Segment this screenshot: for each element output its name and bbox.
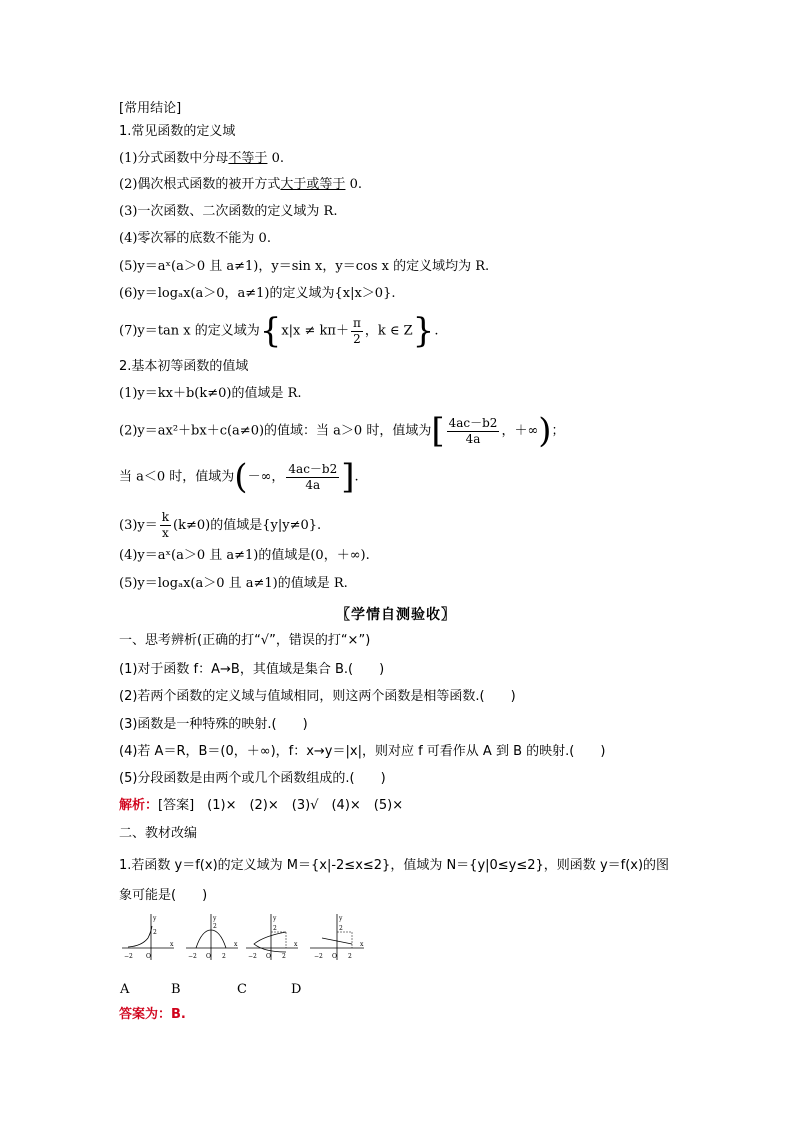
range-item-4: (4)y＝aˣ(a＞0 且 a≠1)的值域是(0，＋∞). — [119, 548, 370, 563]
graph-a — [120, 912, 176, 964]
judgement-q3: (3)函数是一种特殊的映射.( ) — [119, 717, 308, 732]
frac-num: 4ac－b2 — [288, 461, 338, 476]
range-item-2b: 当 a＜0 时，值域为(－∞， $\frac{4ac-b2}{4a}$ ]. — [119, 457, 359, 497]
range-item-2-text: (2)y＝ax²＋bx＋c(a≠0)的值域：当 a＞0 时，值域为 — [119, 423, 432, 439]
range-item-2: (2)y＝ax²＋bx＋c(a≠0)的值域：当 a＞0 时，值域为[ $\frac{4ac-b2}{4a}$ ，＋∞)； — [119, 411, 565, 451]
frac-num: k — [161, 510, 170, 524]
textbook-heading: 二、教材改编 — [119, 826, 198, 841]
graph-d-tick-2x: 2 — [348, 953, 352, 960]
heading-domain: 1.常见函数的定义域 — [119, 124, 236, 139]
range-start: －∞， — [247, 469, 285, 485]
judgement-q4: (4)若 A＝R，B＝(0，＋∞)，f：x→y＝|x|，则对应 f 可看作从 A 到 B 的映射.( ) — [119, 744, 606, 759]
frac-num: π — [352, 315, 361, 330]
domain-item-6: (6)y＝logₐx(a＞0，a≠1)的定义域为{x|x＞0}. — [119, 286, 396, 301]
tan-set-end: ，k ∈ Z — [364, 323, 413, 339]
range-item-3-text: (3)y＝ — [119, 518, 158, 533]
domain-item-2: (2)偶次根式函数的被开方式大于或等于 0. — [119, 177, 362, 192]
graph-c — [244, 912, 300, 964]
answer-label: 解析： — [119, 798, 159, 813]
graph-b-origin: O — [206, 953, 211, 960]
graph-a-x-label: x — [170, 941, 174, 948]
graph-b-y-label: y — [213, 915, 217, 922]
graph-c-tick-neg2: −2 — [248, 953, 257, 960]
graph-b — [184, 912, 240, 964]
option-d: D — [291, 982, 302, 997]
graph-d-tick-neg2: −2 — [314, 953, 323, 960]
heading-range: 2.基本初等函数的值域 — [119, 359, 249, 374]
k-over-x — [160, 510, 171, 541]
graph-b-tick-2y: 2 — [213, 923, 217, 930]
domain-item-3: (3)一次函数、二次函数的定义域为 R. — [119, 204, 338, 219]
judgement-answer — [119, 797, 403, 815]
graph-d-x-label: x — [360, 941, 364, 948]
frac-den: x — [162, 526, 169, 540]
range-item-3 — [119, 510, 321, 541]
frac-den: 4a — [305, 477, 321, 492]
option-a: A — [120, 982, 130, 997]
graph-b-tick-2x: 2 — [222, 953, 226, 960]
frac-num: 4ac－b2 — [448, 415, 498, 430]
graph-c-origin: O — [266, 953, 271, 960]
option-c: C — [237, 982, 247, 997]
graph-c-x-label: x — [294, 941, 298, 948]
range-item-2b-text: 当 a＜0 时，值域为 — [119, 469, 235, 485]
domain-item-4: (4)零次幂的底数不能为 0. — [119, 231, 271, 246]
range-end: ，＋∞ — [501, 423, 539, 439]
judgement-heading: 一、思考辨析(正确的打“√”，错误的打“×”) — [119, 633, 371, 648]
quad-vertex-frac — [447, 416, 500, 447]
frac-den: 4a — [465, 431, 481, 446]
graph-a-tick-2y: 2 — [153, 929, 157, 936]
graph-d-origin: O — [332, 953, 337, 960]
tan-set: x|x ≠ kπ＋ — [281, 323, 349, 339]
graph-d-tick-2y: 2 — [339, 925, 343, 932]
graph-c-y-label: y — [273, 915, 277, 922]
graph-c-tick-2y: 2 — [273, 925, 277, 932]
domain-item-5: (5)y＝aˣ(a＞0 且 a≠1)，y＝sin x，y＝cos x 的定义域均为 R. — [119, 259, 490, 274]
range-item-3-rest: (k≠0)的值域是{y|y≠0}. — [173, 518, 322, 533]
range-item-1: (1)y＝kx＋b(k≠0)的值域是 R. — [119, 386, 302, 401]
problem-answer: 答案为：B. — [119, 1007, 186, 1022]
domain-item-1: (1)分式函数中分母不等于 0. — [119, 151, 284, 166]
problem-line-1: 1.若函数 y＝f(x)的定义域为 M＝{x|-2≤x≤2}，值域为 N＝{y|0≤y≤2}，则函数 y＝f(x)的图 — [119, 858, 670, 873]
graph-a-tick-neg2: −2 — [124, 953, 133, 960]
section-title: [常用结论] — [119, 101, 182, 116]
judgement-q1: (1)对于函数 f：A→B，其值域是集合 B.( ) — [119, 662, 385, 677]
graph-d-y-label: y — [339, 915, 343, 922]
judgement-q2: (2)若两个函数的定义域与值域相同，则这两个函数是相等函数.( ) — [119, 689, 516, 704]
graph-a-origin: O — [146, 953, 151, 960]
domain-item-7: (7)y＝tan x 的定义域为{x|x ≠ kπ＋ $\frac{\pi}{2}$ ，k ∈ Z}. — [119, 311, 439, 351]
pi-over-2 — [351, 316, 363, 347]
range-item-5: (5)y＝logₐx(a＞0 且 a≠1)的值域是 R. — [119, 576, 348, 591]
graph-d — [308, 912, 366, 964]
self-test-banner: 〖学情自测验收〗 — [336, 607, 456, 623]
frac-den: 2 — [353, 331, 361, 346]
option-b: B — [171, 982, 181, 997]
problem-line-2: 象可能是( ) — [119, 888, 208, 903]
graph-b-x-label: x — [234, 941, 238, 948]
domain-item-7-text: (7)y＝tan x 的定义域为 — [119, 323, 260, 339]
graph-a-y-label: y — [153, 915, 157, 922]
judgement-q5: (5)分段函数是由两个或几个函数组成的.( ) — [119, 771, 386, 786]
answer-text: [答案] (1)× (2)× (3)√ (4)× (5)× — [158, 798, 404, 813]
graph-b-tick-neg2: −2 — [188, 953, 197, 960]
graph-c-tick-2x: 2 — [282, 953, 286, 960]
quad-vertex-frac-2 — [286, 462, 339, 493]
